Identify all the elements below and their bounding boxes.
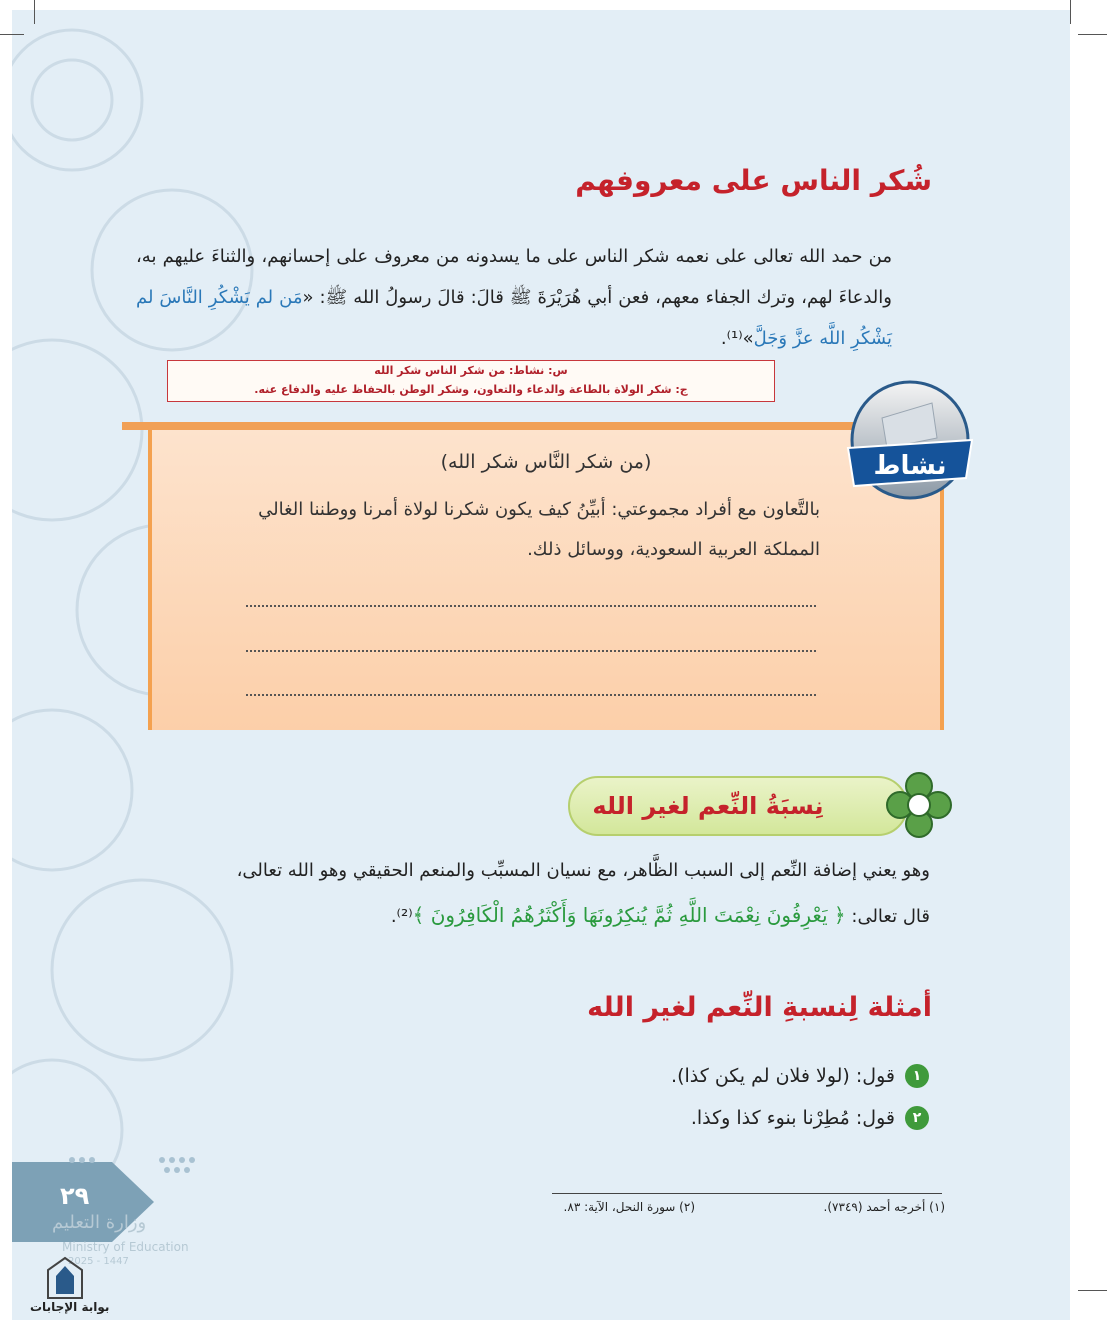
crop-mark: [1078, 1290, 1107, 1291]
badge-label: نشاط: [873, 451, 947, 481]
item-number: ١: [905, 1064, 929, 1088]
section3-title: أمثلة لِنسبةِ النِّعم لغير الله: [587, 992, 932, 1023]
activity-top-bar: [122, 422, 862, 430]
list-item: [671, 1064, 929, 1088]
activity-text: [180, 490, 820, 570]
hadith-quote: النَّاسَ لم يَشْكُرِ اللَّه عزَّ وَجَلَّ: [136, 287, 892, 349]
intro-paragraph: [136, 236, 892, 359]
footnote-ref: »⁽¹⁾.: [720, 328, 754, 349]
crop-mark: [1070, 0, 1071, 24]
answer-line[interactable]: [246, 605, 816, 607]
answer-line[interactable]: [246, 650, 816, 652]
verse-line: [140, 893, 930, 939]
section2-paragraph: [140, 848, 930, 939]
crop-mark: [34, 0, 35, 24]
item-text: قول: (لولا فلان لم يكن كذا).: [671, 1065, 895, 1087]
flower-ornament-icon: [886, 770, 952, 840]
ministry-year: 2025 - 1447: [68, 1256, 129, 1267]
ministry-name-en: Ministry of Education: [62, 1240, 189, 1254]
item-number: ٢: [905, 1106, 929, 1130]
footnote-2: (٢) سورة النحل، الآية: ٨٣.: [563, 1200, 695, 1214]
answer-box: [167, 360, 775, 402]
para-line: وهو يعني إضافة النِّعم إلى السبب الظَّاهر، مع نسيان المسبِّب والمنعم الحقيقي وهو الله تعالى،: [236, 860, 930, 881]
activity-title: (من شكر النَّاس شكر الله): [440, 451, 652, 473]
banner-title: نِسبَةُ النِّعم لغير الله: [592, 792, 824, 820]
verse-intro: قال تعالى:: [845, 906, 930, 927]
crop-mark: [1078, 34, 1107, 35]
page-number: ٢٩: [60, 1182, 90, 1210]
footnote-divider: [552, 1193, 942, 1194]
answer-line[interactable]: [246, 694, 816, 696]
footnote-ref: ⁽²⁾.: [390, 906, 413, 927]
section-title: شُكر الناس على معروفهم: [575, 164, 932, 197]
activity-line: بالتَّعاون مع أفراد مجموعتي: أبيِّنُ كيف يكون شكرنا لولاة أمرنا ووطننا الغالي: [258, 499, 820, 520]
para-line: من حمد الله تعالى على نعمه شكر الناس على ما يسدونه من معروف على إحسانهم، والثناءَ عليهم: [162, 246, 892, 267]
activity-line: المملكة العربية السعودية، ووسائل ذلك.: [527, 539, 820, 560]
logo-icon: [44, 1256, 86, 1300]
quran-verse: ﴿ يَعْرِفُونَ نِعْمَتَ اللَّهِ ثُمَّ يُنكِرُونَهَا وَأَكْثَرُهُمُ الْكَافِرُونَ ﴾: [412, 903, 846, 927]
crop-mark: [0, 34, 24, 35]
ministry-name-ar: وزارة التعليم: [52, 1212, 147, 1233]
para-line: به، والدعاءَ لهم، وترك الجفاء معهم، فعن أبي هُرَيْرَةَ ﷺ قالَ: قالَ رسولُ الله ﷺ: «: [136, 246, 892, 308]
hadith-quote: مَن لم يَشْكُرِ: [208, 287, 303, 308]
answer-text: ج: شكر الولاة بالطاعة والدعاء والتعاون، وشكر الوطن بالحفاظ عليه والدفاع عنه.: [254, 383, 688, 396]
activity-box: [148, 430, 944, 730]
item-text: قول: مُطِرْنا بنوء كذا وكذا.: [690, 1107, 895, 1129]
footnote-1: (١) أخرجه أحمد (٧٣٤٩).: [823, 1200, 945, 1214]
answer-question: س: نشاط: من شكر الناس شكر الله: [374, 364, 568, 377]
activity-badge-icon: [842, 378, 978, 503]
list-item: [691, 1106, 929, 1130]
site-logo-text: بوابة الإجابات: [30, 1300, 110, 1314]
